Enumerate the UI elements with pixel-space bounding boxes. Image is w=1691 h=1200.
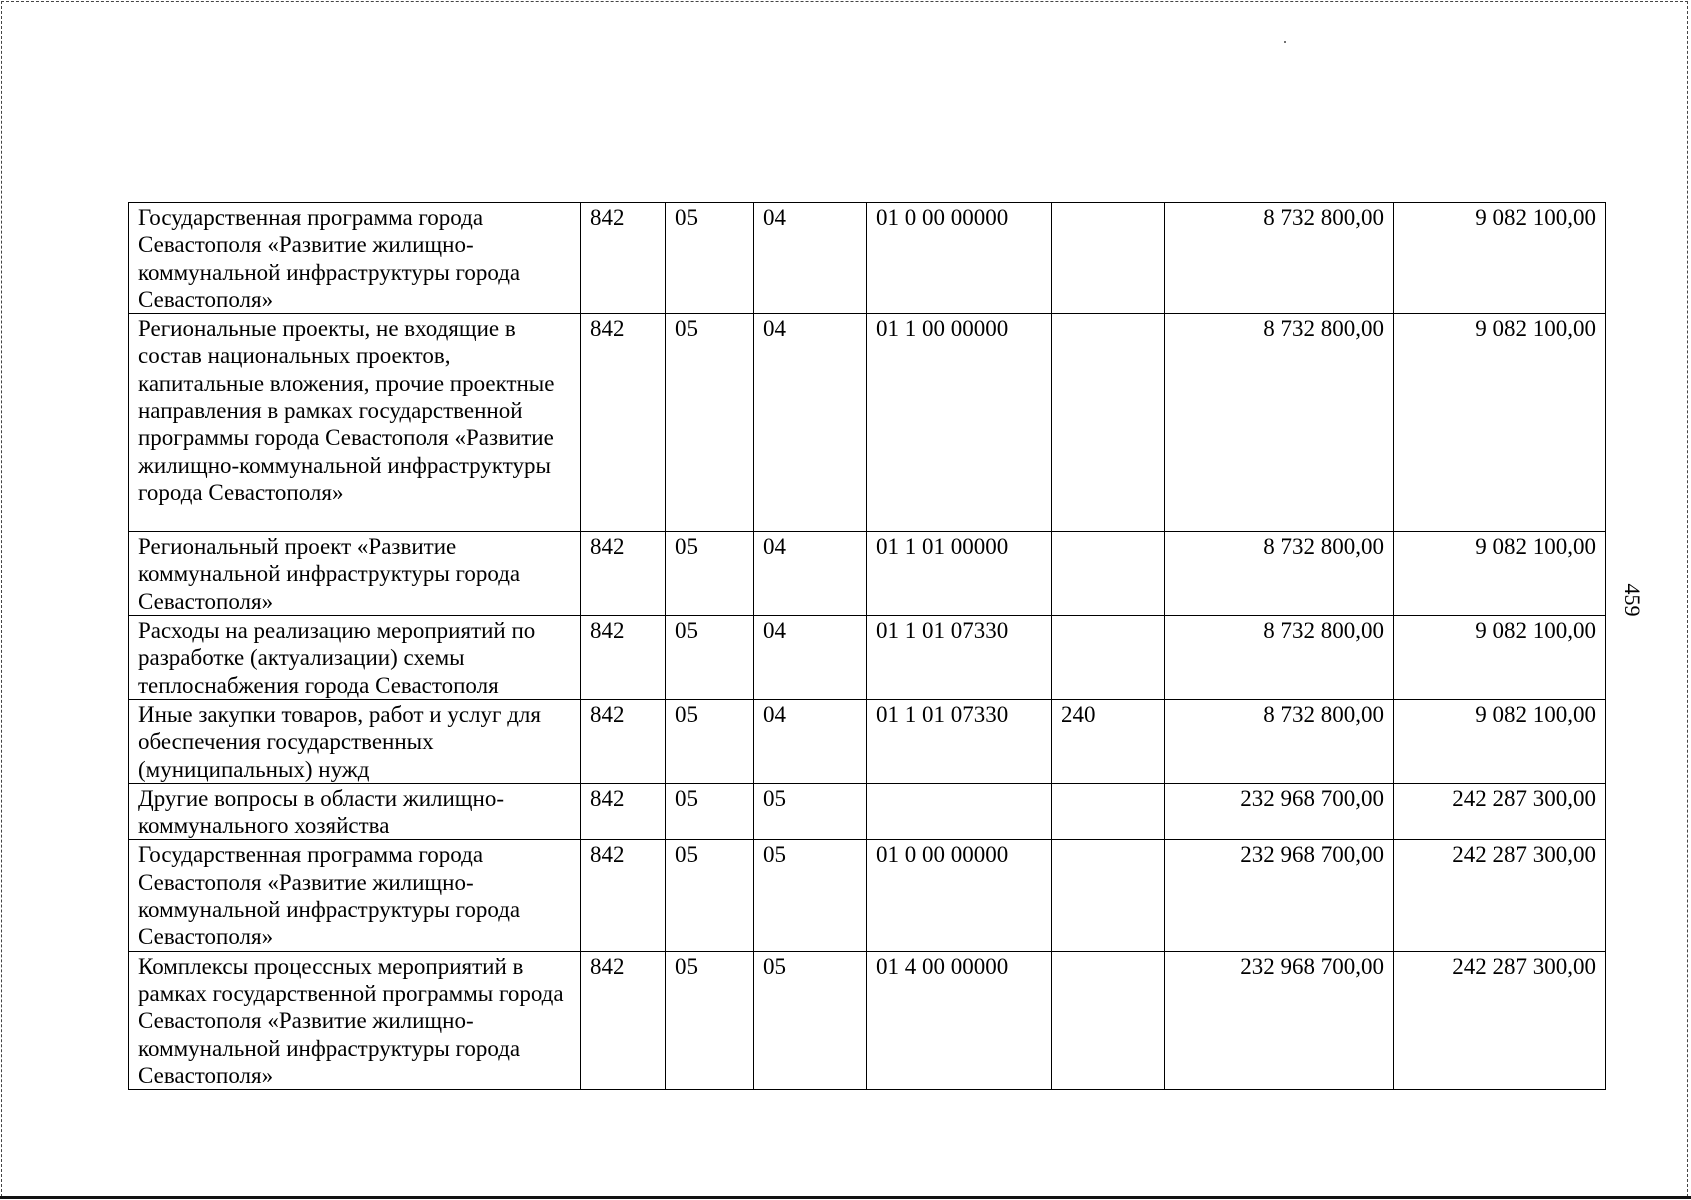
amount-year1-cell: 232 968 700,00 xyxy=(1165,951,1394,1089)
amount-year2-cell: 242 287 300,00 xyxy=(1394,840,1606,951)
grbs-cell: 842 xyxy=(581,314,666,532)
amount-year2-cell: 242 287 300,00 xyxy=(1394,951,1606,1089)
expense-type-cell xyxy=(1052,840,1165,951)
section-cell: 05 xyxy=(666,314,754,532)
amount-year1-cell: 8 732 800,00 xyxy=(1165,203,1394,314)
amount-year2-cell: 9 082 100,00 xyxy=(1394,532,1606,616)
expense-type-cell xyxy=(1052,314,1165,532)
subsection-cell: 04 xyxy=(754,314,867,532)
grbs-cell: 842 xyxy=(581,699,666,783)
row-name-cell: Государственная программа города Севастополя «Развитие жилищно-коммунальной инфраструктуры города Севастополя» xyxy=(129,840,581,951)
amount-year1-cell: 8 732 800,00 xyxy=(1165,699,1394,783)
page-number: 459 xyxy=(1620,583,1645,617)
target-article-cell: 01 4 00 00000 xyxy=(867,951,1052,1089)
amount-year1-cell: 8 732 800,00 xyxy=(1165,314,1394,532)
amount-year2-cell: 9 082 100,00 xyxy=(1394,203,1606,314)
expense-type-cell xyxy=(1052,783,1165,840)
table-row xyxy=(129,532,1606,616)
target-article-cell xyxy=(867,783,1052,840)
amount-year1-cell: 8 732 800,00 xyxy=(1165,532,1394,616)
section-cell: 05 xyxy=(666,203,754,314)
grbs-cell: 842 xyxy=(581,951,666,1089)
target-article-cell: 01 0 00 00000 xyxy=(867,840,1052,951)
grbs-cell: 842 xyxy=(581,783,666,840)
target-article-cell: 01 1 01 07330 xyxy=(867,616,1052,700)
grbs-cell: 842 xyxy=(581,532,666,616)
amount-year1-cell: 232 968 700,00 xyxy=(1165,783,1394,840)
section-cell: 05 xyxy=(666,951,754,1089)
budget-table xyxy=(128,202,1606,1090)
row-name-cell: Региональный проект «Развитие коммунальной инфраструктуры города Севастополя» xyxy=(129,532,581,616)
row-name-cell: Региональные проекты, не входящие в состав национальных проектов, капитальные вложения, прочие проектные направления в рамках государственной программы города Севастополя «Развитие жилищно-коммунальной инфраструктуры города Севастополя» xyxy=(129,314,581,532)
expense-type-cell xyxy=(1052,616,1165,700)
target-article-cell: 01 1 00 00000 xyxy=(867,314,1052,532)
grbs-cell: 842 xyxy=(581,203,666,314)
row-name-cell: Иные закупки товаров, работ и услуг для обеспечения государственных (муниципальных) нужд xyxy=(129,699,581,783)
amount-year1-cell: 8 732 800,00 xyxy=(1165,616,1394,700)
grbs-cell: 842 xyxy=(581,840,666,951)
target-article-cell: 01 1 01 07330 xyxy=(867,699,1052,783)
subsection-cell: 05 xyxy=(754,951,867,1089)
table-row xyxy=(129,616,1606,700)
row-name-cell: Комплексы процессных мероприятий в рамках государственной программы города Севастополя «Развитие жилищно-коммунальной инфраструктуры города Севастополя» xyxy=(129,951,581,1089)
expense-type-cell: 240 xyxy=(1052,699,1165,783)
grbs-cell: 842 xyxy=(581,616,666,700)
subsection-cell: 05 xyxy=(754,783,867,840)
section-cell: 05 xyxy=(666,532,754,616)
scan-speck xyxy=(1284,41,1286,43)
amount-year2-cell: 9 082 100,00 xyxy=(1394,314,1606,532)
section-cell: 05 xyxy=(666,840,754,951)
amount-year2-cell: 9 082 100,00 xyxy=(1394,699,1606,783)
row-name-cell: Государственная программа города Севастополя «Развитие жилищно-коммунальной инфраструктуры города Севастополя» xyxy=(129,203,581,314)
amount-year2-cell: 242 287 300,00 xyxy=(1394,783,1606,840)
subsection-cell: 04 xyxy=(754,532,867,616)
table-row xyxy=(129,203,1606,314)
expense-type-cell xyxy=(1052,532,1165,616)
subsection-cell: 04 xyxy=(754,699,867,783)
target-article-cell: 01 1 01 00000 xyxy=(867,532,1052,616)
expense-type-cell xyxy=(1052,951,1165,1089)
target-article-cell: 01 0 00 00000 xyxy=(867,203,1052,314)
expense-type-cell xyxy=(1052,203,1165,314)
subsection-cell: 05 xyxy=(754,840,867,951)
table-row xyxy=(129,314,1606,532)
amount-year2-cell: 9 082 100,00 xyxy=(1394,616,1606,700)
row-name-cell: Расходы на реализацию мероприятий по разработке (актуализации) схемы теплоснабжения города Севастополя xyxy=(129,616,581,700)
table-row xyxy=(129,951,1606,1089)
subsection-cell: 04 xyxy=(754,616,867,700)
row-name-cell: Другие вопросы в области жилищно-коммунального хозяйства xyxy=(129,783,581,840)
section-cell: 05 xyxy=(666,616,754,700)
amount-year1-cell: 232 968 700,00 xyxy=(1165,840,1394,951)
page-bottom-edge xyxy=(0,1196,1691,1199)
table-row xyxy=(129,783,1606,840)
section-cell: 05 xyxy=(666,783,754,840)
subsection-cell: 04 xyxy=(754,203,867,314)
table-row xyxy=(129,840,1606,951)
table-row xyxy=(129,699,1606,783)
section-cell: 05 xyxy=(666,699,754,783)
